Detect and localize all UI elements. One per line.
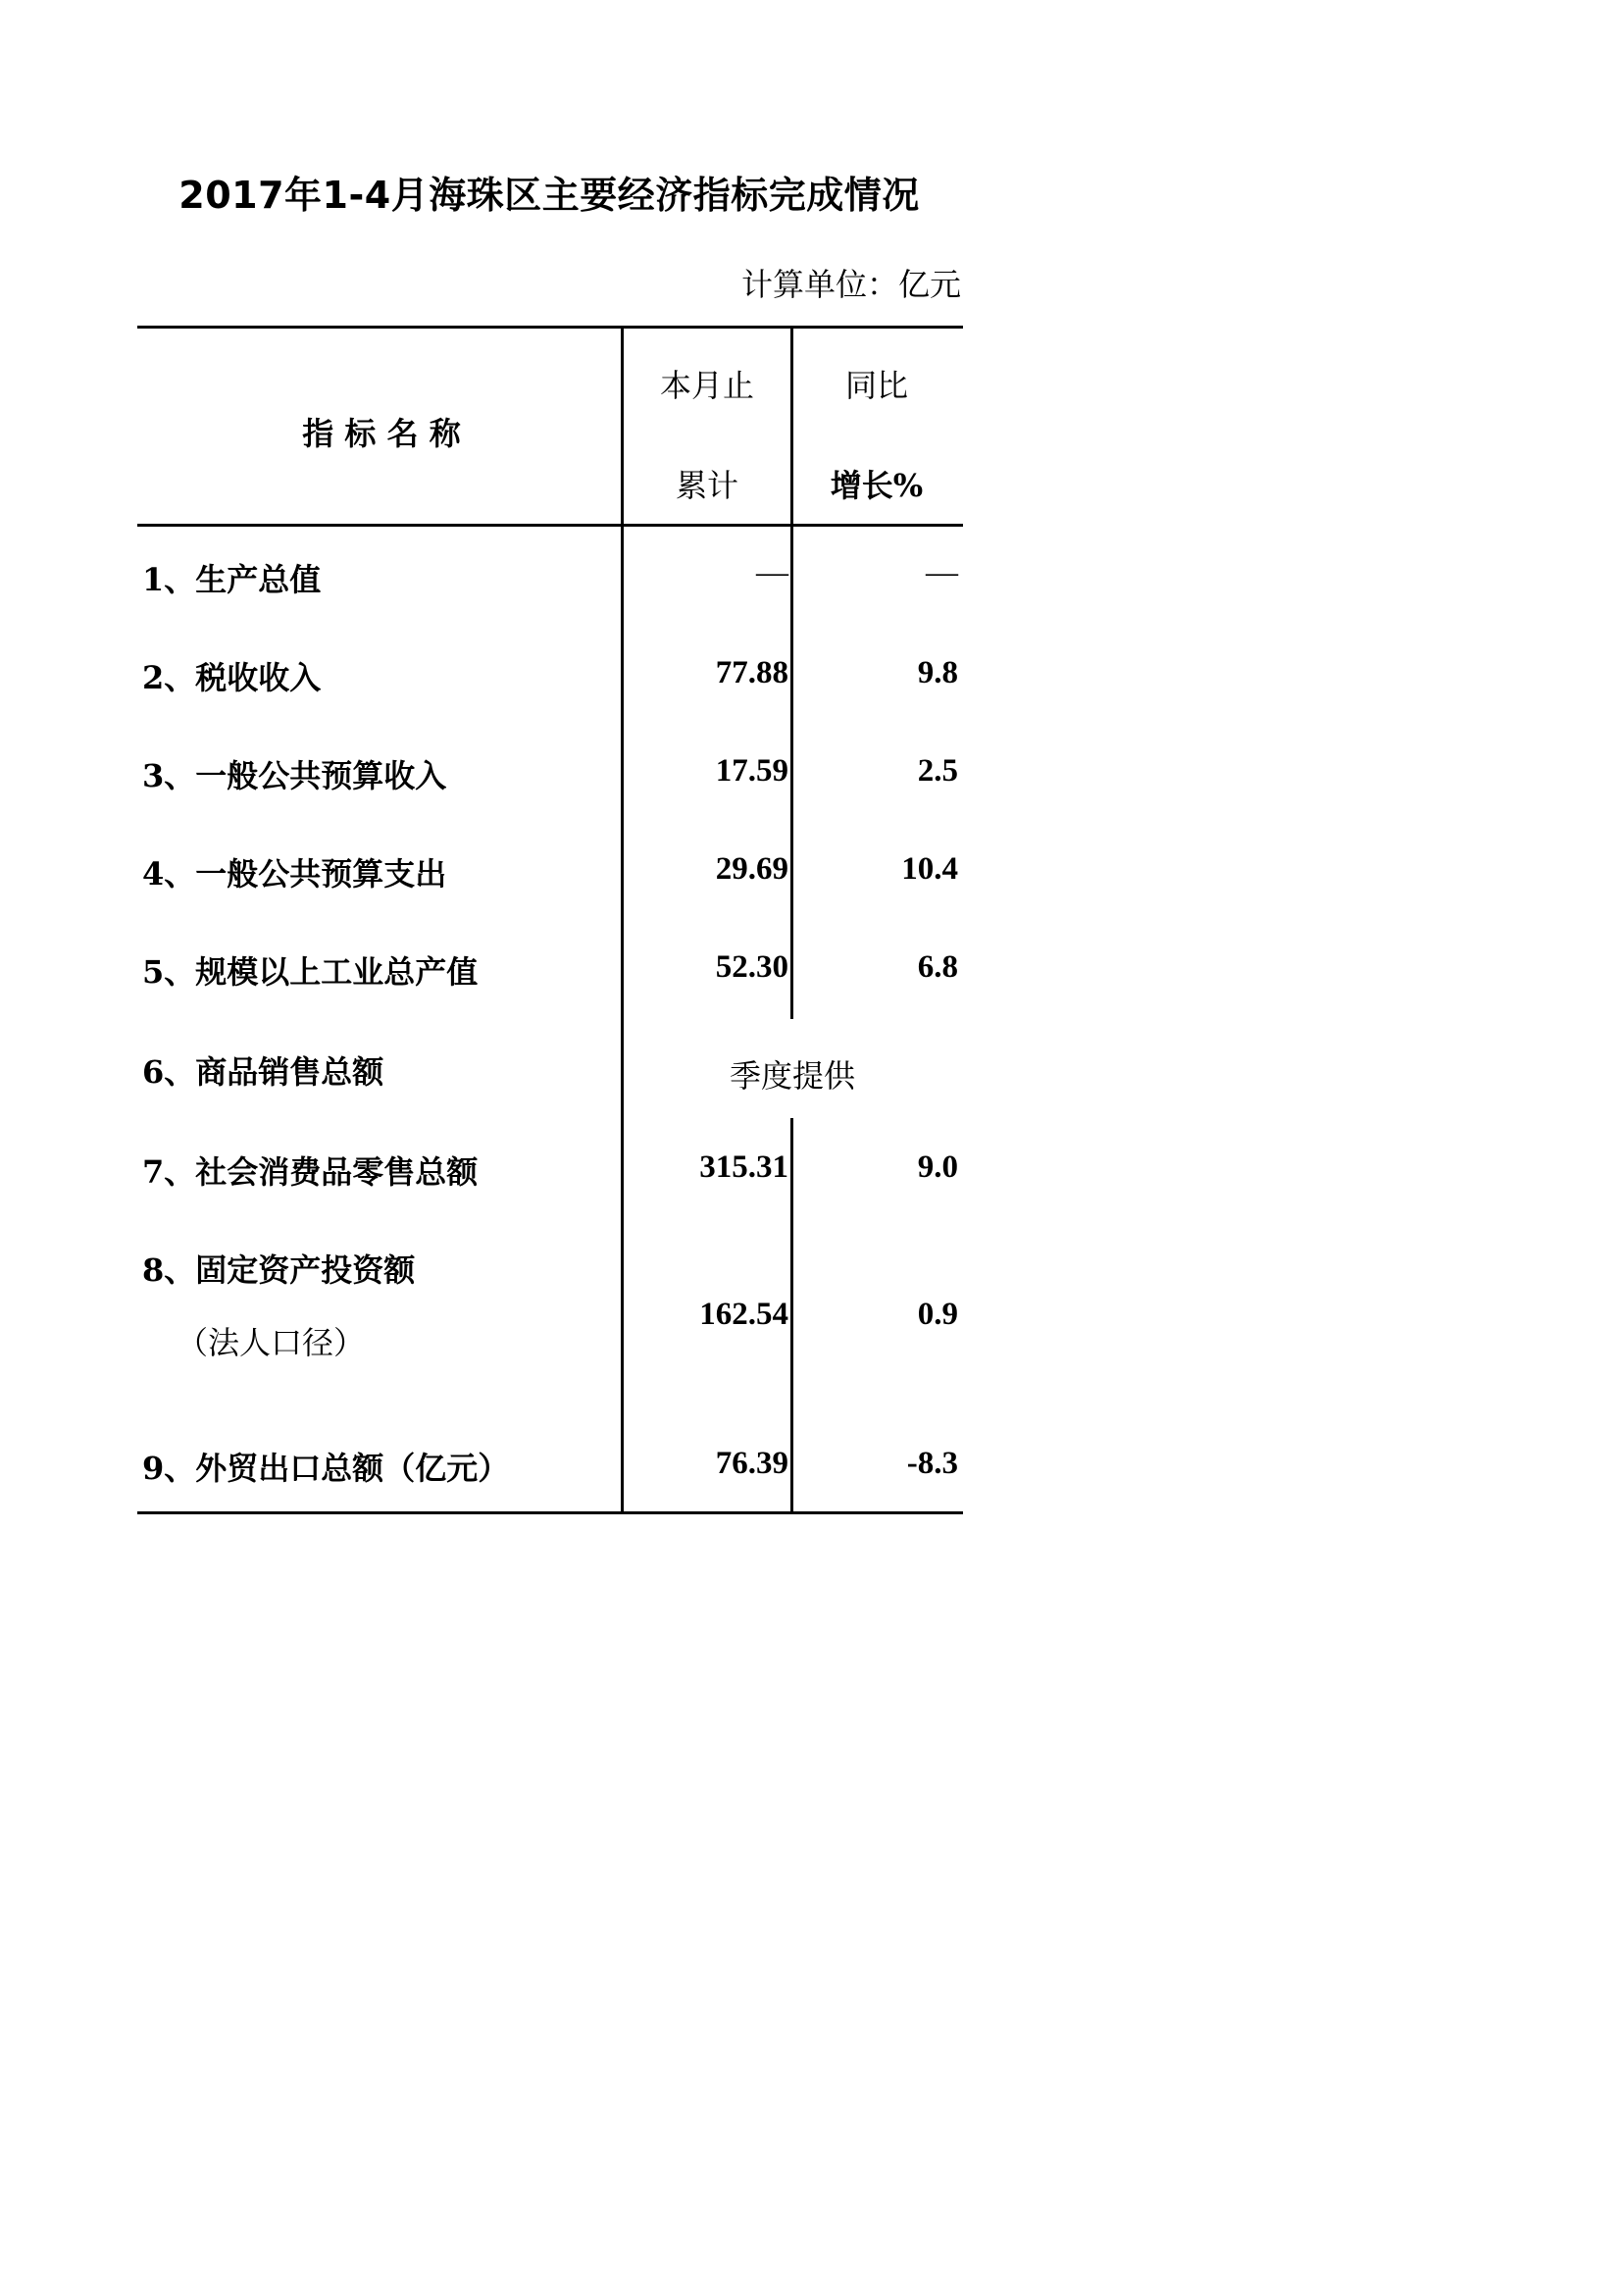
table-row-name: 4、一般公共预算支出 <box>142 855 447 893</box>
unit-note: 计算单位：亿元 <box>740 266 961 303</box>
table-row-value: — <box>756 555 788 590</box>
table-row-growth: 2.5 <box>917 753 958 789</box>
table-row-growth: 9.0 <box>917 1149 958 1185</box>
table-row-name: 7、社会消费品零售总额 <box>142 1153 479 1191</box>
header-growth-line1: 同比 <box>844 367 908 404</box>
table-row-growth: 6.8 <box>917 949 958 985</box>
header-cumulative-line1: 本月止 <box>659 367 754 404</box>
table-bottom-rule <box>137 1511 963 1514</box>
table-row-growth: 0.9 <box>917 1297 958 1332</box>
table-top-rule <box>137 326 963 329</box>
table-row-name: 2、税收收入 <box>142 659 322 696</box>
table-row-growth: -8.3 <box>906 1446 958 1481</box>
table-row-name: 3、一般公共预算收入 <box>142 757 447 794</box>
header-growth-line2: 增长% <box>830 467 924 504</box>
page-title: 2017年1-4月海珠区主要经济指标完成情况 <box>178 174 920 217</box>
table-row-value: 76.39 <box>715 1446 788 1481</box>
header-bottom-rule <box>137 524 963 527</box>
table-row-value: 52.30 <box>715 949 788 985</box>
table-row-merged-note: 季度提供 <box>729 1057 855 1095</box>
table-row-value: 315.31 <box>699 1149 788 1185</box>
table-row-value: 17.59 <box>715 753 788 789</box>
header-cumulative-line2: 累计 <box>675 467 738 504</box>
table-row-growth: 10.4 <box>901 851 958 887</box>
table-row-name-line2: （法人口径） <box>177 1324 366 1361</box>
table-row-value: 29.69 <box>715 851 788 887</box>
table-row-value: 77.88 <box>715 655 788 690</box>
table-row-name: 5、规模以上工业总产值 <box>142 953 479 991</box>
table-row-name: 1、生产总值 <box>142 561 322 598</box>
table-row-name: 9、外贸出口总额（亿元） <box>142 1450 510 1487</box>
table-row-name: 6、商品销售总额 <box>142 1053 384 1091</box>
table-row-name: 8、固定资产投资额 <box>142 1251 416 1289</box>
header-indicator-name: 指 标 名 称 <box>302 415 461 452</box>
table-row-value: 162.54 <box>699 1297 788 1332</box>
table-row-growth: — <box>926 555 958 590</box>
table-row-growth: 9.8 <box>917 655 958 690</box>
